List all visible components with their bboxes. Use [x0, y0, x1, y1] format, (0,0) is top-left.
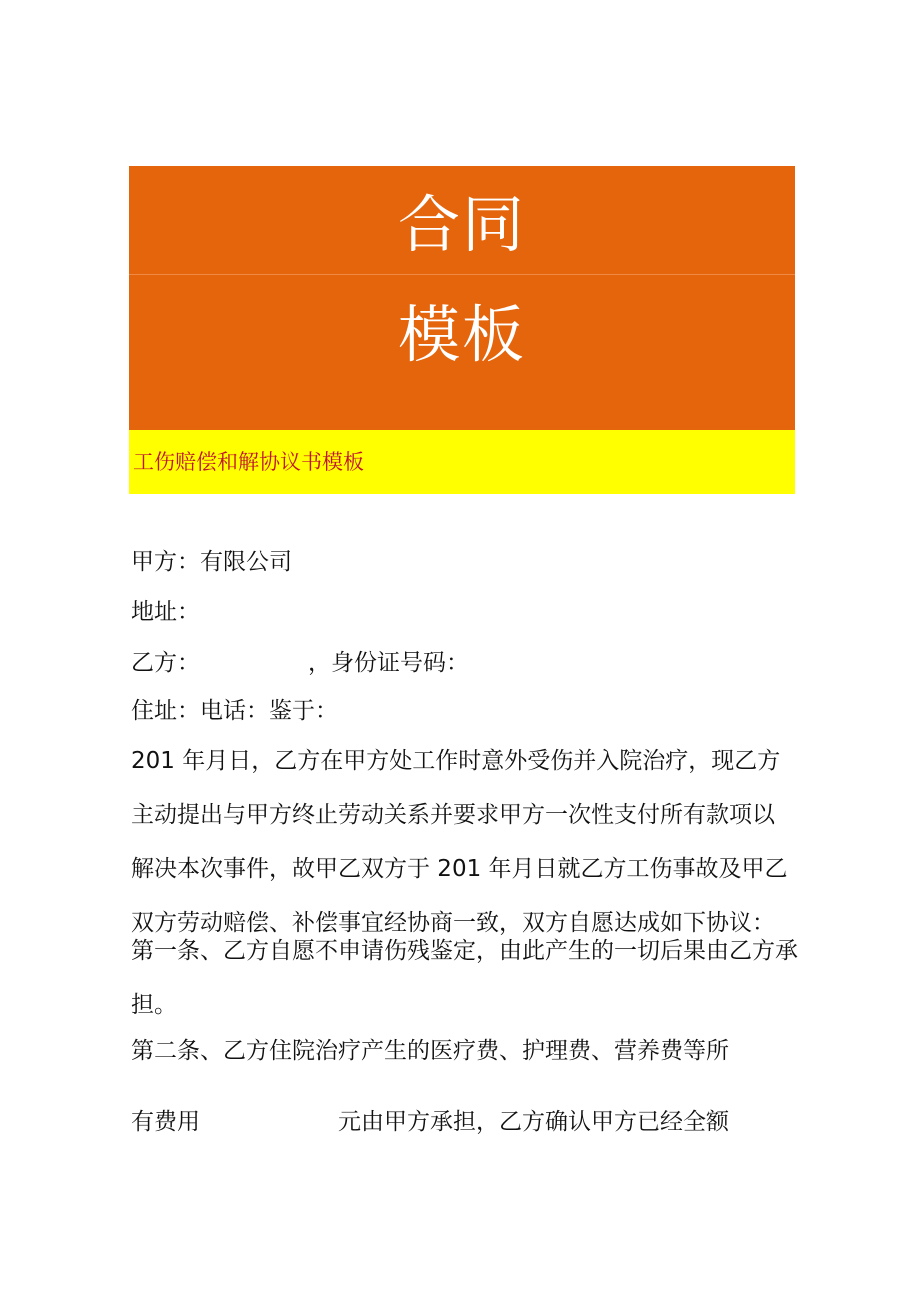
article-2-continuation	[131, 1111, 729, 1134]
title-banner	[129, 166, 795, 430]
address-line: 地址：	[131, 599, 200, 625]
preamble-line: 解决本次事件，故甲乙双方于 201 年月日就乙方工伤事故及甲乙	[131, 856, 788, 882]
article-1-line: 第一条、乙方自愿不申请伤残鉴定，由此产生的一切后果由乙方承	[131, 938, 798, 964]
banner-title-line1: 合同	[397, 188, 526, 261]
preamble-line: 双方劳动赔偿、补偿事宜经协商一致，双方自愿达成如下协议：	[131, 910, 775, 936]
party-b-label: 乙方：	[131, 650, 200, 676]
article-1-line: 担。	[131, 992, 177, 1018]
preamble-line: 201 年月日，乙方在甲方处工作时意外受伤并入院治疗，现乙方	[131, 748, 781, 774]
residence-line: 住址：电话：鉴于：	[131, 698, 338, 724]
article-2-part1: 有费用	[131, 1109, 200, 1135]
subtitle-bar	[129, 430, 795, 494]
document-subtitle: 工伤赔偿和解协议书模板	[133, 450, 364, 474]
article-1-paragraph	[131, 940, 801, 1048]
preamble-line: 主动提出与甲方终止劳动关系并要求甲方一次性支付所有款项以	[131, 802, 775, 828]
party-a-line: 甲方：有限公司	[131, 549, 292, 575]
article-2-part2: 元由甲方承担，乙方确认甲方已经全额	[338, 1109, 729, 1135]
banner-divider	[129, 274, 795, 275]
preamble-paragraph	[131, 750, 801, 966]
party-b-line	[131, 652, 469, 675]
banner-title-line2: 模板	[397, 298, 526, 371]
article-2-line: 第二条、乙方住院治疗产生的医疗费、护理费、营养费等所	[131, 1038, 729, 1064]
id-number-label: ，身份证号码：	[308, 650, 469, 676]
